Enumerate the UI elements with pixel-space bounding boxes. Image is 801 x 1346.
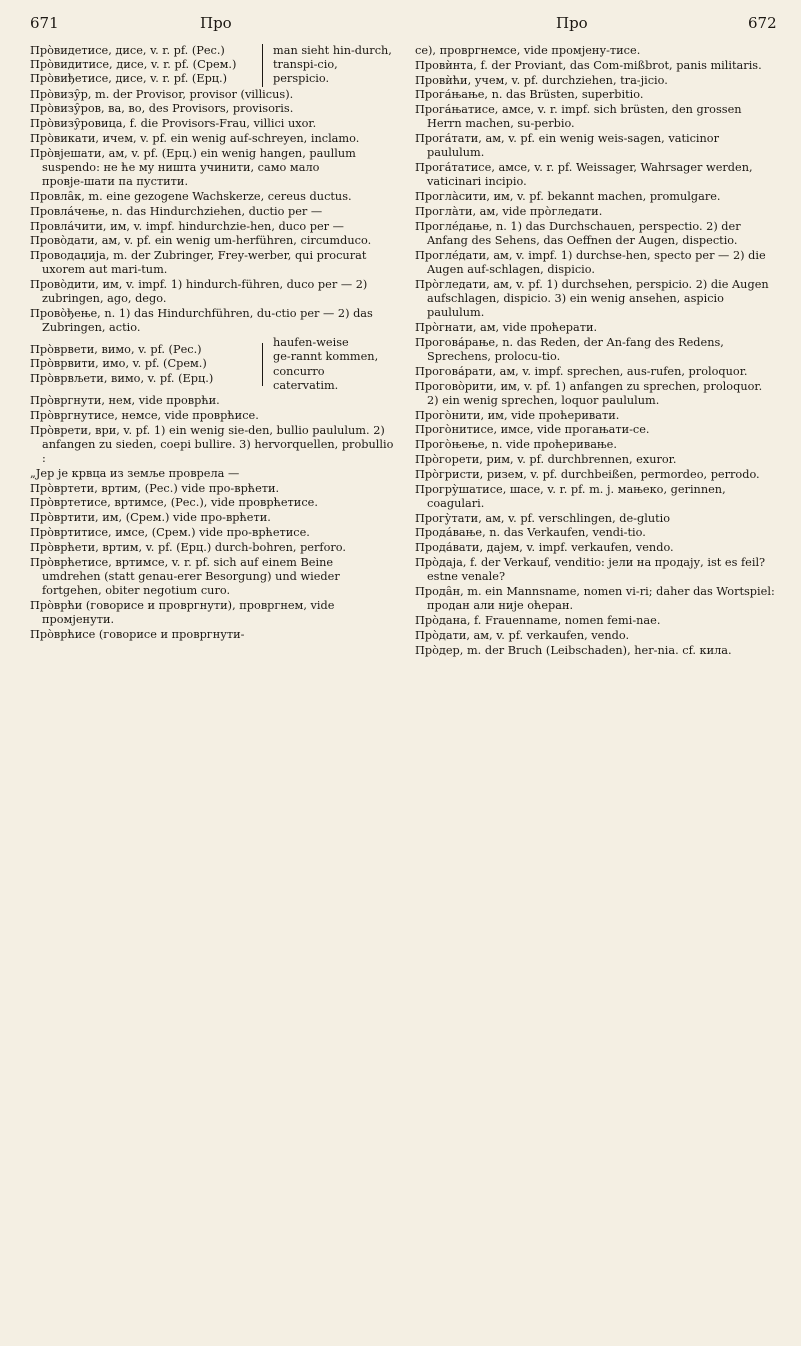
dictionary-entry: Прово̀дати, ам, v. pf. ein wenig um‑herführen, circumduco. [30,234,372,248]
group-gloss: haufen‑weise ge‑rannt kommen, concurro catervatim. [273,336,379,392]
dictionary-entry: Про̀вртетисе, вртимсе, (Рес.), vide проврћетисе. [30,496,318,510]
running-headword-right: Про [556,14,588,32]
dictionary-entry: Про̀вртитисе, имсе, (Срем.) vide про‑врћетисе. [30,525,310,539]
left-column [30,44,394,643]
dictionary-entry: Прога́њање, n. das Brüsten, superbitio. [415,88,644,102]
dictionary-entry: Прого̀њење, n. vide проћеривање. [415,438,617,452]
page-header [0,14,801,40]
dictionary-entry: Провѝнта, f. der Proviant, das Com‑mißbrot, panis militaris. [415,58,762,72]
dictionary-entry: Про̀вргнути, нем, vide проврћи. [30,394,220,407]
dictionary-entry: Про̀врћетисе, вртимсе, v. r. pf. sich auf einem Beine umdrehen (statt genau‑erer Besorgung) und wieder fortgehen, obiter negotium curo. [30,555,340,597]
dictionary-entry: Про̀врћети, вртим, v. pf. (Ерц.) durch‑bohren, perforo. [30,540,346,554]
dictionary-entry: Провла̑к, m. eine gezogene Wachskerze, cereus ductus. [30,190,352,203]
dictionary-entry: Про̀дана, f. Frauenname, nomen femi‑nae. [415,613,661,627]
dictionary-entry: Про̀визу̑ров, ва, во, des Provisors, provisoris. [30,102,294,116]
running-headword-left: Про [200,14,232,32]
dictionary-entry: Проводаџија, m. der Zubringer, Frey‑werber, qui procurat uxorem aut mari‑tum. [30,249,367,277]
dictionary-entry: се), провргнемсе, vide промјену‑тисе. [415,44,641,57]
dictionary-entry: Про̀гристи, ризем, v. pf. durchbeißen, permordeo, perrodo. [415,467,760,481]
dictionary-entry: Про̀врвљети, вимо, v. pf. (Ерц.) [30,371,214,385]
dictionary-entry: Прогла̀сити, им, v. pf. bekannt machen, promulgare. [415,190,721,204]
dictionary-entry: Про̀вртити, им, (Срем.) vide про‑врћети. [30,511,271,525]
dictionary-entry: Провѝћи, учем, v. pf. durchziehen, tra‑jicio. [415,73,668,87]
dictionary-entry: Про̀викати, ичем, v. pf. ein wenig auf‑schreyen, inclamo. [30,132,360,145]
dictionary-entry: Про̀дер, m. der Bruch (Leibschaden), her‑nia. cf. кила. [415,643,732,657]
dictionary-entry: Прога́њатисе, амсе, v. r. impf. sich brüsten, den grossen Herrn machen, su‑perbio. [415,103,742,131]
group-gloss: man sieht hin‑durch, transpi‑cio, perspicio. [273,44,392,86]
bracketed-entry-group [30,336,394,393]
dictionary-entry: Про̀гнати, ам, vide проћерати. [415,320,598,334]
dictionary-entry: Про̀врети, ври, v. pf. 1) ein wenig sie‑den, bullio paululum. 2) anfangen zu sieden, coepi bullire. 3) hervorquellen, probullio : [30,423,394,465]
dictionary-entry: Прога́татисе, амсе, v. r. pf. Weissager, Wahrsager werden, vaticinari incipio. [415,161,753,189]
dictionary-entry: Прога́тати, ам, v. pf. ein wenig weis‑sagen, vaticinor paululum. [415,132,720,160]
dictionary-entry: Прово̀ђење, n. 1) das Hindurchführen, du‑ctio per — 2) das Zubringen, actio. [30,307,373,335]
dictionary-entry: Прогла̀ти, ам, vide про̀гледати. [415,204,603,218]
dictionary-entry: Прогово̀рити, им, v. pf. 1) anfangen zu sprechen, proloquor. 2) ein wenig sprechen, loquor paululum. [415,379,763,407]
dictionary-entry: Прогру̀шатисе, шасе, v. r. pf. m. j. мањеко, gerinnen, coagulari. [415,482,726,510]
dictionary-entry: Про̀даја, f. der Verkauf, venditio: јели на продају, ist es feil? estne venale? [415,555,766,584]
quotation-line: „Јер је крвца из земље проврела — [30,466,240,480]
dictionary-entry: Про̀визу̑ровица, f. die Provisors‑Frau, villici uxor. [30,117,317,131]
dictionary-entry: Про̀визу̑р, m. der Provisor, provisor (villicus). [30,87,294,101]
dictionary-entry: Провла́чење, n. das Hindurchziehen, ductio per — [30,204,323,218]
dictionary-entry: Про̀врћисе (говорисе и провргнути‑ [30,627,245,641]
dictionary-entry: Про̀врвети, вимо, v. pf. (Рес.) [30,343,202,357]
bracketed-entry-group [30,44,394,87]
page-number-left: 671 [30,14,59,32]
dictionary-entry: Прово̀дити, им, v. impf. 1) hindurch‑führen, duco per — 2) zubringen, ago, dego. [30,278,368,306]
dictionary-entry: Про̀вјешати, ам, v. pf. (Ерц.) ein wenig hangen, paullum suspendo: не ће му ништа учинити, само мало провје‑шати па пустити. [30,146,356,189]
right-column [415,44,775,658]
dictionary-entry: Прода́вати, дајем, v. impf. verkaufen, vendo. [415,541,674,555]
dictionary-entry: Прого̀нити, им, vide проћеривати. [415,408,620,422]
dictionary-entry: Прого̀нитисе, имсе, vide прогањати‑се. [415,423,650,437]
dictionary-entry: Про̀видетисе, дисе, v. r. pf. (Рес.) [30,44,225,57]
dictionary-entry: Прогу̀тати, ам, v. pf. verschlingen, de‑glutio [415,511,671,525]
dictionary-entry: Прогле́дати, ам, v. impf. 1) durchse‑hen, specto per — 2) die Augen auf‑schlagen, dispicio. [415,248,766,276]
dictionary-entry: Прогле́дање, n. 1) das Durchschauen, perspectio. 2) der Anfang des Sehens, das Oeffnen der Augen, dispectio. [415,219,741,247]
page-number-right: 672 [748,14,777,32]
dictionary-entry: Про̀вртети, вртим, (Рес.) vide про‑врћети. [30,481,280,495]
dictionary-entry: Прогова́рати, ам, v. impf. sprechen, aus‑rufen, proloquor. [415,364,748,378]
dictionary-entry: Прода́вање, n. das Verkaufen, vendi‑tio. [415,526,646,540]
dictionary-entry: Про̀горети, рим, v. pf. durchbrennen, exuror. [415,452,677,466]
dictionary-entry: Прогова́рање, n. das Reden, der An‑fang des Redens, Sprechens, prolocu‑tio. [415,335,724,363]
dictionary-entry: Про̀дати, ам, v. pf. verkaufen, vendo. [415,628,630,642]
dictionary-entry: Про̀видитисе, дисе, v. r. pf. (Срем.) [30,58,237,72]
dictionary-entry: Провла́чити, им, v. impf. hindurchzie‑hen, duco per — [30,219,344,233]
dictionary-entry: Прода̑н, m. ein Mannsname, nomen vi‑ri; daher das Wortspiel: продан али није оћеран. [415,584,775,613]
dictionary-entry: Про̀вргнутисе, немсе, vide проврћисе. [30,408,259,422]
dictionary-entry: Про̀гледати, ам, v. pf. 1) durchsehen, perspicio. 2) die Augen aufschlagen, dispicio. 3) ein wenig ansehen, aspicio paululum. [415,277,769,320]
dictionary-entry: Про̀виђетисе, дисе, v. r. pf. (Ерц.) [30,72,228,86]
dictionary-entry: Про̀врвити, имо, v. pf. (Срем.) [30,357,207,371]
dictionary-entry: Про̀врћи (говорисе и провргнути), провргнем, vide промјенути. [30,598,335,626]
